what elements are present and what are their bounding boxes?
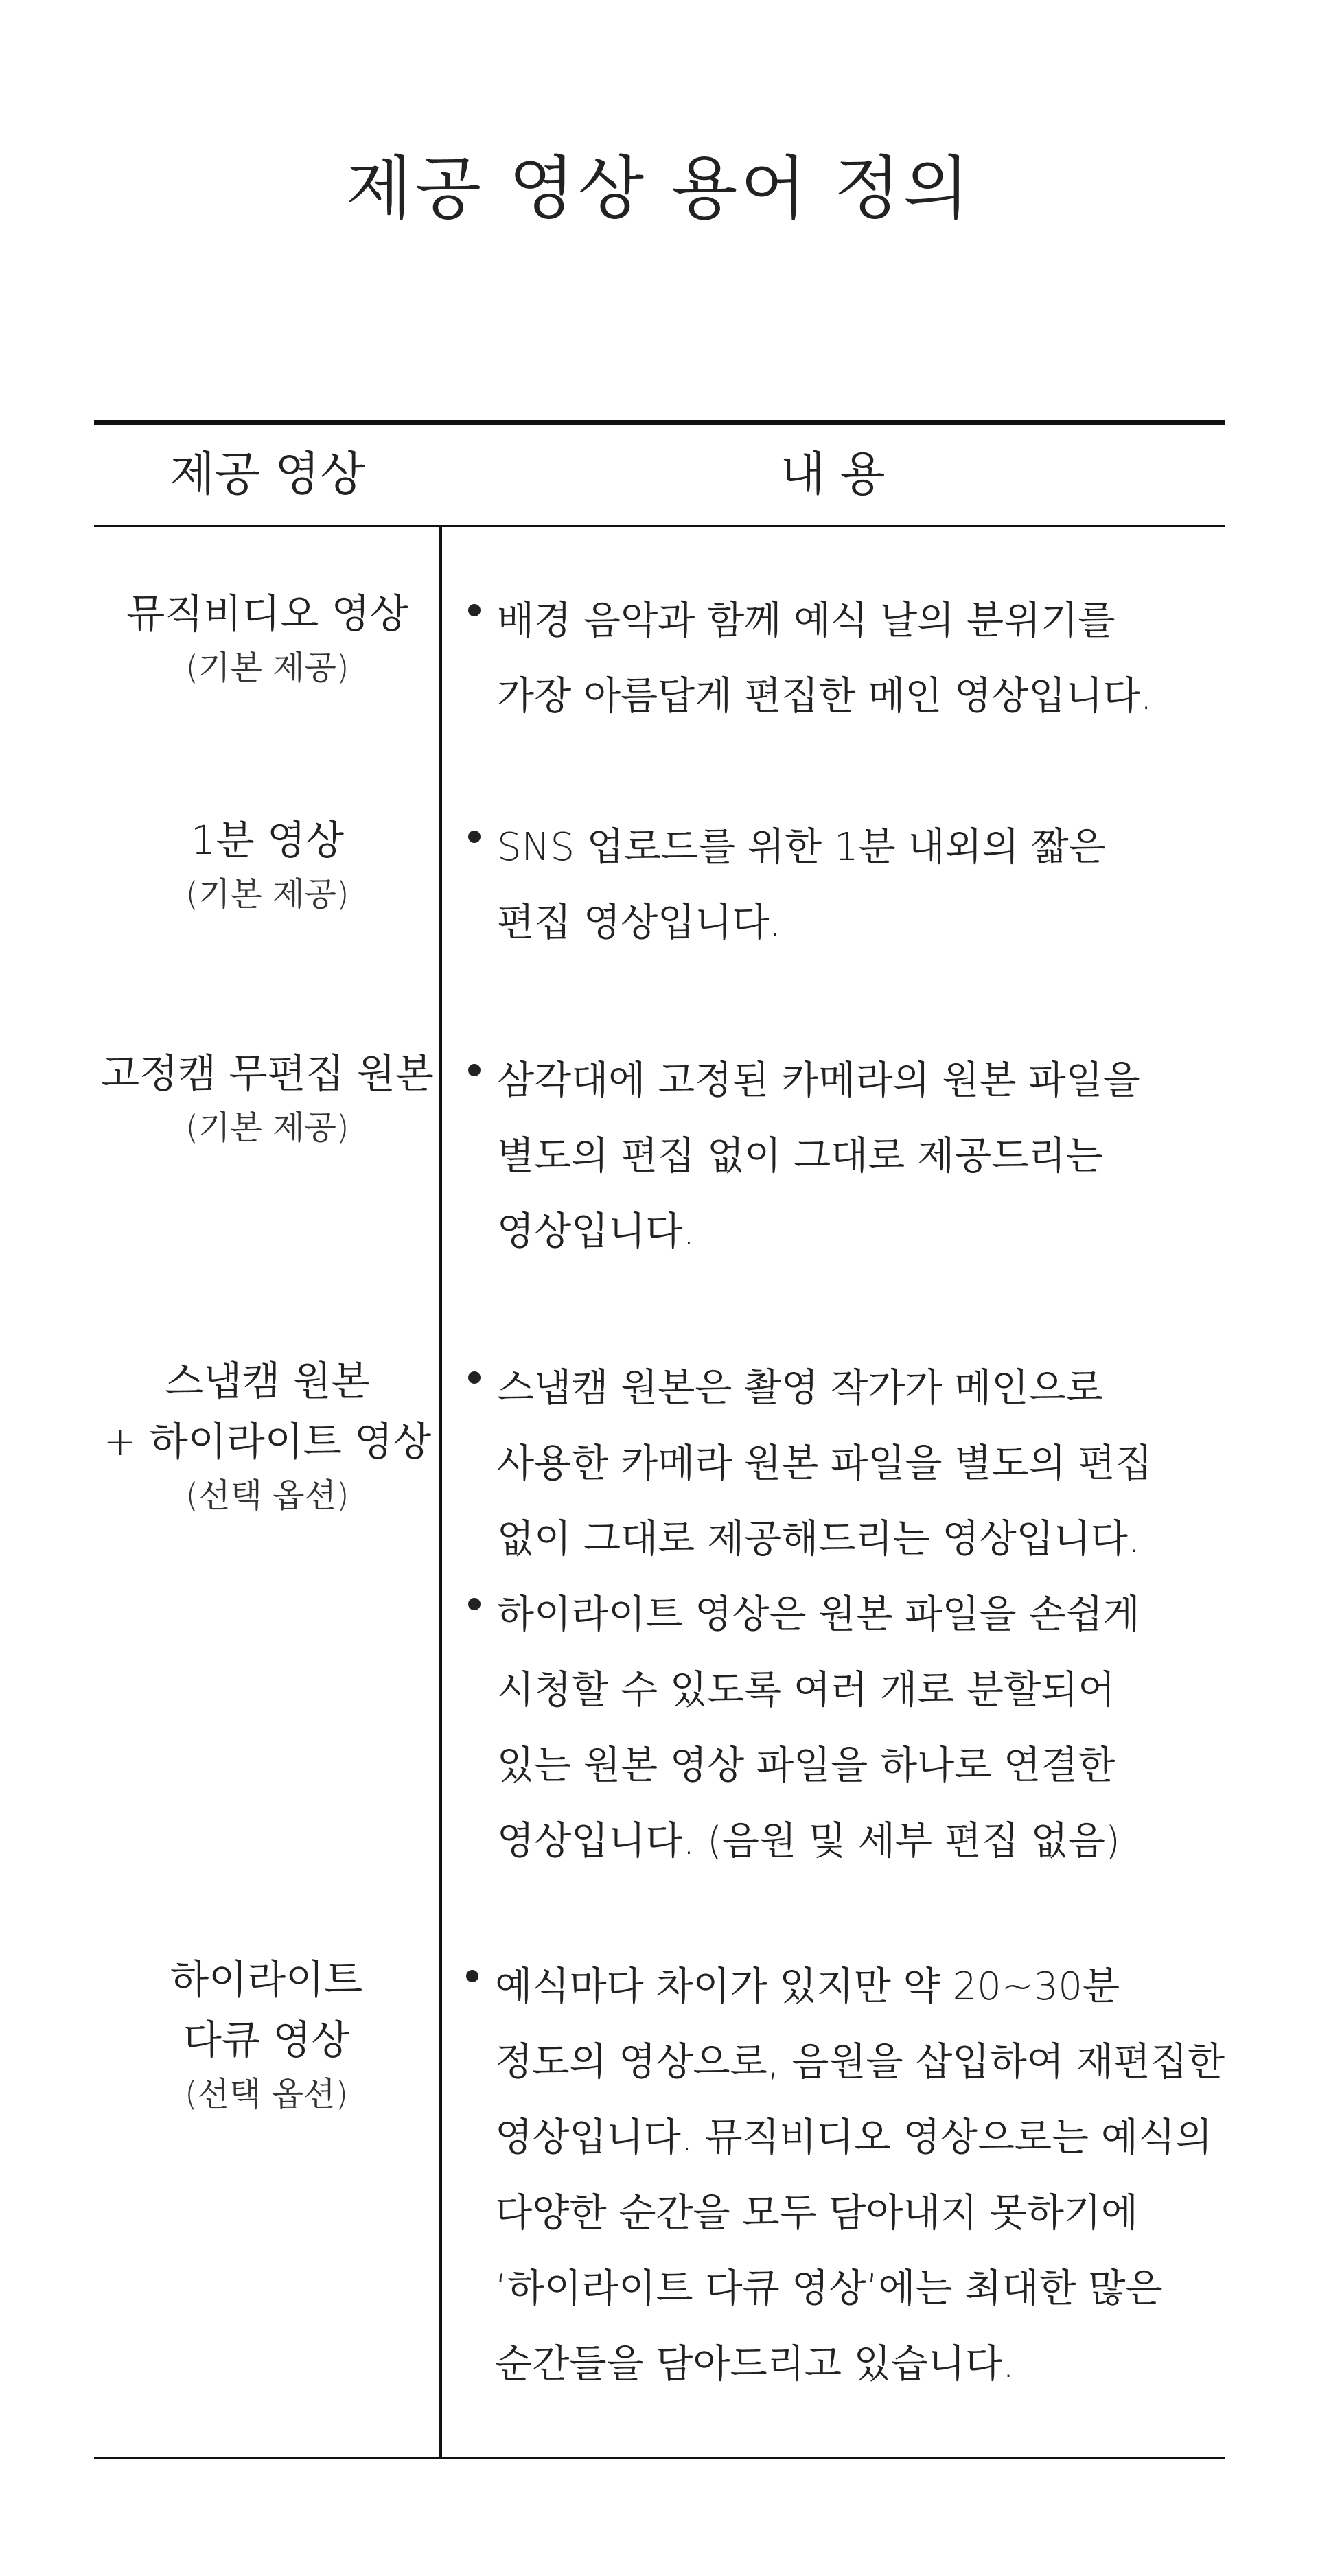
- bullet-line: 사용한 카메라 원본 파일을 별도의 편집: [497, 1441, 1153, 1486]
- item-name: 하이라이트: [170, 1956, 363, 2003]
- row-content: [441, 1351, 1153, 1879]
- table-row: [94, 810, 1225, 961]
- table-row: [94, 1351, 1225, 1879]
- bullet-line: 가장 아름답게 편집한 메인 영상입니다.: [497, 674, 1153, 719]
- bullet-item: [468, 583, 1153, 734]
- bullet-line: 시청할 수 있도록 여러 개로 분할되어: [497, 1668, 1115, 1713]
- item-tag: (기본 제공): [185, 875, 349, 914]
- bullet-line: 순간들을 담아드리고 있습니다.: [495, 2342, 1015, 2387]
- item-name: + 하이라이트 영상: [103, 1418, 432, 1465]
- bullet-dot-icon: [466, 1970, 478, 1982]
- item-name: 스냅캠 원본: [165, 1358, 370, 1404]
- bullet-line: SNS 업로드를 위한 1분 내외의 짧은: [497, 825, 1106, 870]
- bullet-line: 정도의 영상으로, 음원을 삽입하여 재편집한: [495, 2040, 1225, 2085]
- row-label: [94, 1949, 439, 2402]
- bullet-line: 다양한 순간을 모두 담아내지 못하기에: [495, 2191, 1139, 2236]
- bullet-line: 하이라이트 영상은 원본 파일을 손쉽게: [497, 1592, 1140, 1637]
- row-content: [441, 810, 1106, 961]
- bullet-line: ‘하이라이트 다큐 영상’에는 최대한 많은: [495, 2266, 1163, 2311]
- row-content: [441, 583, 1153, 734]
- page-title: 제공 영상 용어 정의: [345, 148, 973, 229]
- bullet-line: 스냅캠 원본은 촬영 작가가 메인으로: [497, 1366, 1103, 1411]
- video-terms-table: [94, 420, 1225, 2459]
- bullet-dot-icon: [468, 604, 481, 616]
- bullet-item: [468, 810, 1106, 961]
- item-name: 고정캠 무편집 원본: [100, 1050, 435, 1097]
- row-content: [439, 1949, 1225, 2402]
- bullet-line: 배경 음악과 함께 예식 날의 분위기를: [497, 599, 1115, 643]
- item-tag: (기본 제공): [185, 649, 349, 687]
- bullet-line: 영상입니다.: [497, 1209, 695, 1254]
- bullet-item: [466, 1949, 1225, 2402]
- table-body: [94, 527, 1225, 2459]
- bullet-line: 영상입니다. 뮤직비디오 영상으로는 예식의: [495, 2115, 1213, 2160]
- bullet-line: 편집 영상입니다.: [497, 901, 782, 945]
- bullet-line: 없이 그대로 제공해드리는 영상입니다.: [497, 1517, 1140, 1562]
- bullet-line: 영상입니다. (음원 및 세부 편집 없음): [497, 1819, 1120, 1864]
- bullet-line: 있는 원본 영상 파일을 하나로 연결한: [497, 1743, 1115, 1788]
- row-label: [94, 583, 441, 734]
- table-header-row: [94, 425, 1225, 527]
- item-name: 1분 영상: [190, 817, 345, 863]
- item-tag: (선택 옵션): [185, 2075, 349, 2113]
- table-row: [94, 1043, 1225, 1270]
- bullet-dot-icon: [468, 1371, 481, 1384]
- item-name: 뮤직비디오 영상: [126, 590, 408, 637]
- bullet-item: [468, 1043, 1140, 1270]
- item-tag: (선택 옵션): [185, 1476, 349, 1515]
- bullet-line: 별도의 편집 없이 그대로 제공드리는: [497, 1134, 1103, 1179]
- bullet-item: [468, 1577, 1153, 1879]
- row-content: [441, 1043, 1140, 1270]
- bullet-line: 삼각대에 고정된 카메라의 원본 파일을: [497, 1058, 1140, 1103]
- header-content: 내 용: [780, 448, 886, 502]
- row-label: [94, 1043, 441, 1270]
- table-row: [94, 583, 1225, 734]
- bullet-dot-icon: [468, 1064, 481, 1076]
- bullet-item: [468, 1351, 1153, 1577]
- item-tag: (기본 제공): [185, 1109, 349, 1147]
- bullet-dot-icon: [468, 831, 481, 843]
- table-row: [94, 1949, 1225, 2402]
- row-label: [94, 1351, 441, 1879]
- bullet-line: 예식마다 차이가 있지만 약 20~30분: [495, 1964, 1120, 2009]
- table-top-rule: [94, 420, 1225, 425]
- header-video-type: 제공 영상: [170, 448, 365, 502]
- bullet-dot-icon: [468, 1598, 481, 1610]
- row-label: [94, 810, 441, 961]
- item-name: 다큐 영상: [183, 2017, 350, 2063]
